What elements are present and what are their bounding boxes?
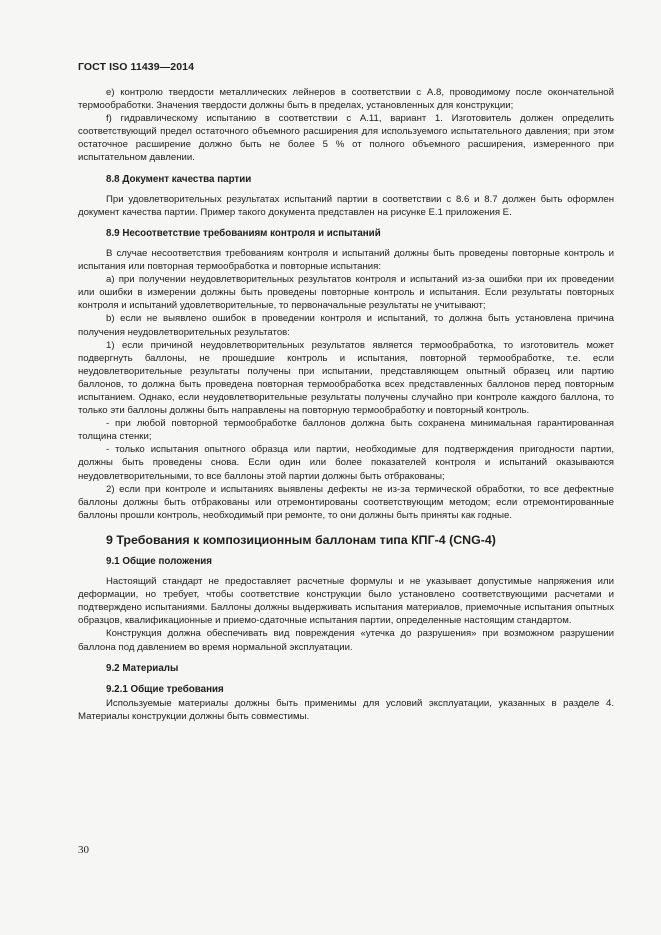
paragraph-8-9-dash2: - только испытания опытного образца или партии, необходимые для подтверждения пригодности партии, должны быть проведены снова. Если один или более показателей контроля и испытаний оказываются неудовлетворительными, то все баллоны этой партии должны быть отбракованы; — [78, 444, 614, 482]
heading-9: 9 Требования к композиционным баллонам типа КПГ-4 (CNG-4) — [106, 532, 496, 547]
heading-9-1: 9.1 Общие положения — [106, 556, 213, 567]
paragraph-f: f) гидравлическому испытанию в соответствии с А.11, вариант 1. Изготовитель должен определить соответствующий предел остаточного объемного расширения для используемого испытательного давления; при этом остаточное расширение должно быть не более 5 % от полного объемного расширения, измеренного при испытательном давлении. — [78, 113, 614, 164]
paragraph-8-9-dash1: - при любой повторной термообработке баллонов должна быть сохранена минимальная гарантированная толщина стенки; — [78, 418, 614, 443]
paragraph-9-2-1: Используемые материалы должны быть применимы для условий эксплуатации, указанных в разделе 4. Материалы конструкции должны быть совместимы. — [78, 697, 614, 722]
page-number: 30 — [78, 844, 89, 856]
paragraph-8-8: При удовлетворительных результатах испытаний партии в соответствии с 8.6 и 8.7 должен быть оформлен документ качества партии. Пример такого документа представлен на рисунке Е.1 приложения Е. — [78, 193, 614, 218]
paragraph-8-9-b2: 2) если при контроле и испытаниях выявлены дефекты не из-за термической обработки, то все дефектные баллоны должны быть отбракованы или отремонтированы соответствующим методом; если отремонтированные баллоны прошли контроль, необходимый при ремонте, то они должны быть приняты как годные. — [78, 483, 614, 521]
document-header: ГОСТ ISO 11439—2014 — [78, 61, 195, 73]
heading-9-2-1: 9.2.1 Общие требования — [106, 683, 224, 695]
paragraph-9-1-b: Конструкция должна обеспечивать вид повреждения «утечка до разрушения» при возможном разрушении баллона под давлением во время нормальной эксплуатации. — [78, 628, 614, 653]
heading-9-2: 9.2 Материалы — [106, 662, 179, 674]
paragraph-8-9-a: а) при получении неудовлетворительных результатов контроля и испытаний из-за ошибки при их проведении или ошибки в измерении должны быть проведены повторные контроль и испытания. Если результаты повторных контроля и испытаний удовлетворительные, то первоначальные результаты не учитывают; — [78, 274, 614, 312]
heading-8-9: 8.9 Несоответствие требованиям контроля и испытаний — [106, 227, 381, 239]
heading-8-8: 8.8 Документ качества партии — [106, 173, 252, 185]
paragraph-9-1-a: Настоящий стандарт не предоставляет расчетные формулы и не указывает допустимые напряжения или деформации, но требует, чтобы соответствие конструкции было установлено соответствующими расчетами и подтверждено испытаниями. Баллоны должны выдерживать испытания материалов, приемочные испытания опытных образцов, квалификационные и приемо-сдаточные испытания партии, определенные настоящим стандартом. — [78, 576, 614, 627]
paragraph-8-9-b1: 1) если причиной неудовлетворительных результатов является термообработка, то изготовитель может подвергнуть баллоны, не прошедшие контроль и испытания, повторной термообработке, т.е. если неудовлетворительные результаты получены при испытании, представляющем опытный образец или партию баллонов, то должна быть проведена повторная термообработка всех представленных баллонов перед повторным испытанием. Однако, если неудовлетворительные результаты получены случайно при контроле каждого баллона, то только эти баллоны должны быть направлены на повторную термообработку и повторный контроль. — [78, 339, 614, 417]
document-body — [78, 86, 614, 723]
paragraph-8-9-b: b) если не выявлено ошибок в проведении контроля и испытаний, то должна быть установлена причина получения неудовлетворительных результатов: — [78, 313, 614, 338]
paragraph-e: е) контролю твердости металлических лейнеров в соответствии с А.8, проводимому после окончательной термообработки. Значения твердости должны быть в пределах, установленных для конструкции; — [78, 87, 614, 112]
paragraph-8-9-intro: В случае несоответствия требованиям контроля и испытаний должны быть проведены повторные контроль и испытания или повторная термообработка и повторные испытания: — [78, 247, 614, 273]
